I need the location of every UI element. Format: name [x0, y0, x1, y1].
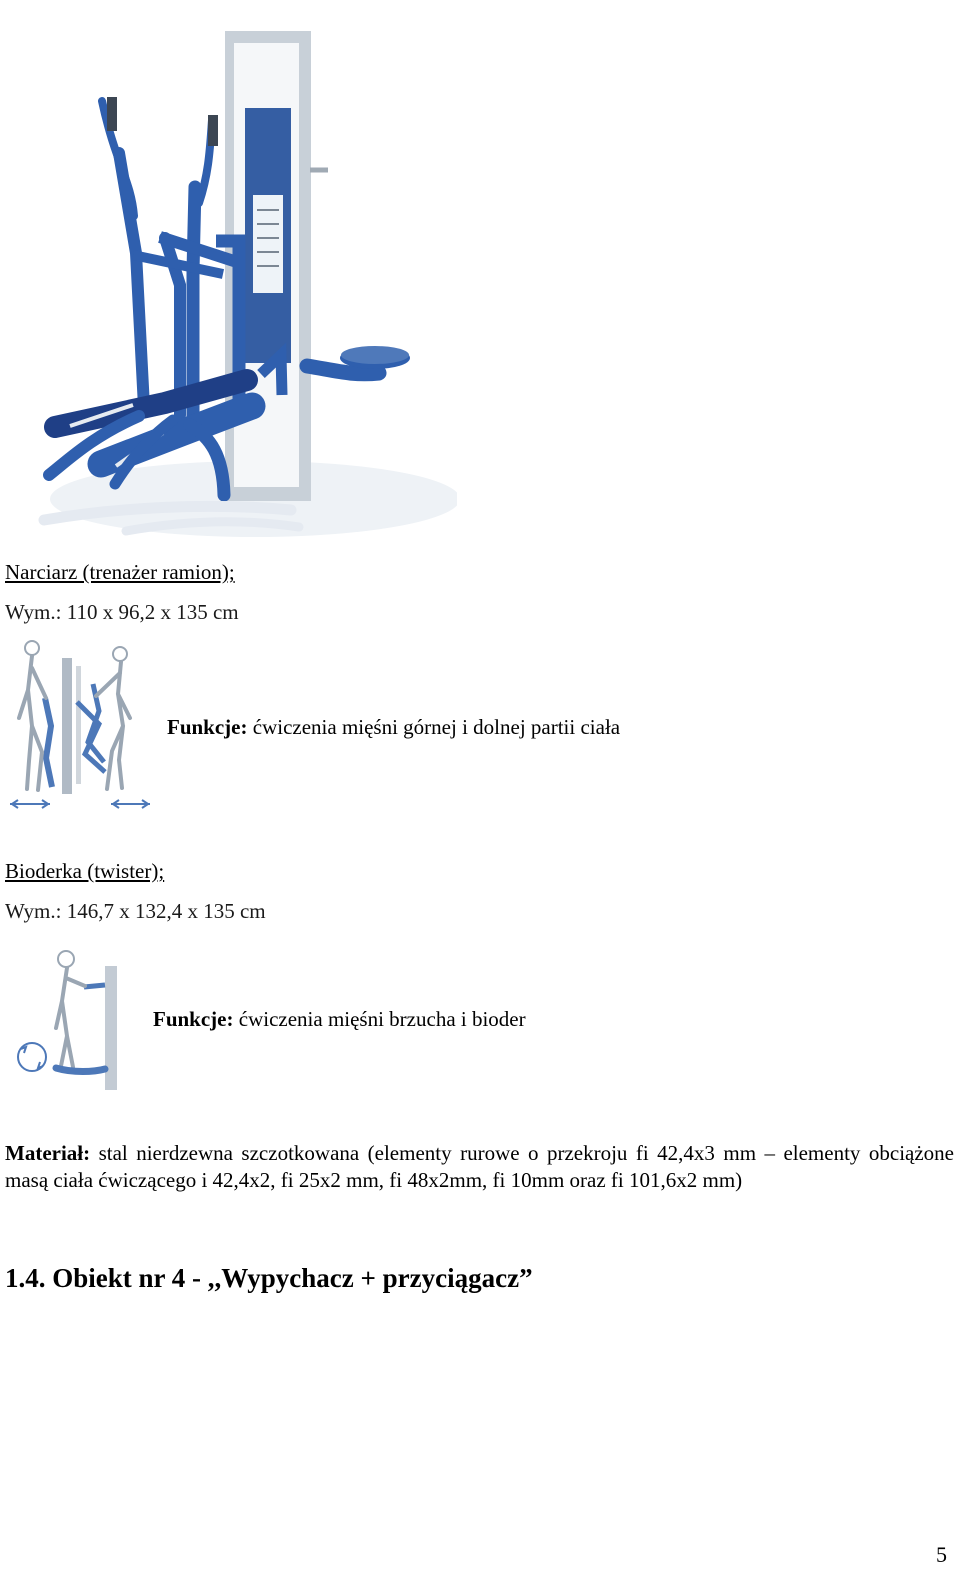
- narciarz-title: Narciarz (trenażer ramion);: [5, 560, 235, 584]
- material-label: Materiał:: [5, 1141, 91, 1165]
- narciarz-usage-diagram: [7, 638, 155, 814]
- bioderka-usage-diagram: [10, 944, 130, 1096]
- bioderka-functions-text: ćwiczenia mięśni brzucha i bioder: [233, 1007, 526, 1031]
- narciarz-product-image: [5, 5, 457, 545]
- section-heading: 1.4. Obiekt nr 4 - ,,Wypychacz + przyciągacz”: [5, 1263, 533, 1293]
- bioderka-title: Bioderka (twister);: [5, 859, 165, 883]
- narciarz-diagram: [7, 638, 155, 814]
- narciarz-functions-label: Funkcje:: [167, 715, 248, 739]
- narciarz-photo: [5, 5, 457, 545]
- narciarz-functions-text: ćwiczenia mięśni górnej i dolnej partii ciała: [247, 715, 621, 739]
- narciarz-functions: [167, 714, 620, 740]
- material-description: stal nierdzewna szczotkowana (elementy rurowe o przekroju fi 42,4x3 mm – elementy obciążone masą ciała ćwiczącego i 42,4x2, fi 25x2 mm, fi 48x2mm, fi 10mm oraz fi 101,6x2 mm): [5, 1141, 954, 1192]
- narciarz-dimensions: Wym.: 110 x 96,2 x 135 cm: [5, 600, 239, 624]
- page-number: 5: [936, 1542, 947, 1567]
- bioderka-functions-label: Funkcje:: [153, 1007, 234, 1031]
- bioderka-diagram: [10, 944, 130, 1096]
- bioderka-functions: [153, 1006, 526, 1032]
- material-paragraph: [5, 1140, 954, 1194]
- bioderka-dimensions: Wym.: 146,7 x 132,4 x 135 cm: [5, 899, 266, 923]
